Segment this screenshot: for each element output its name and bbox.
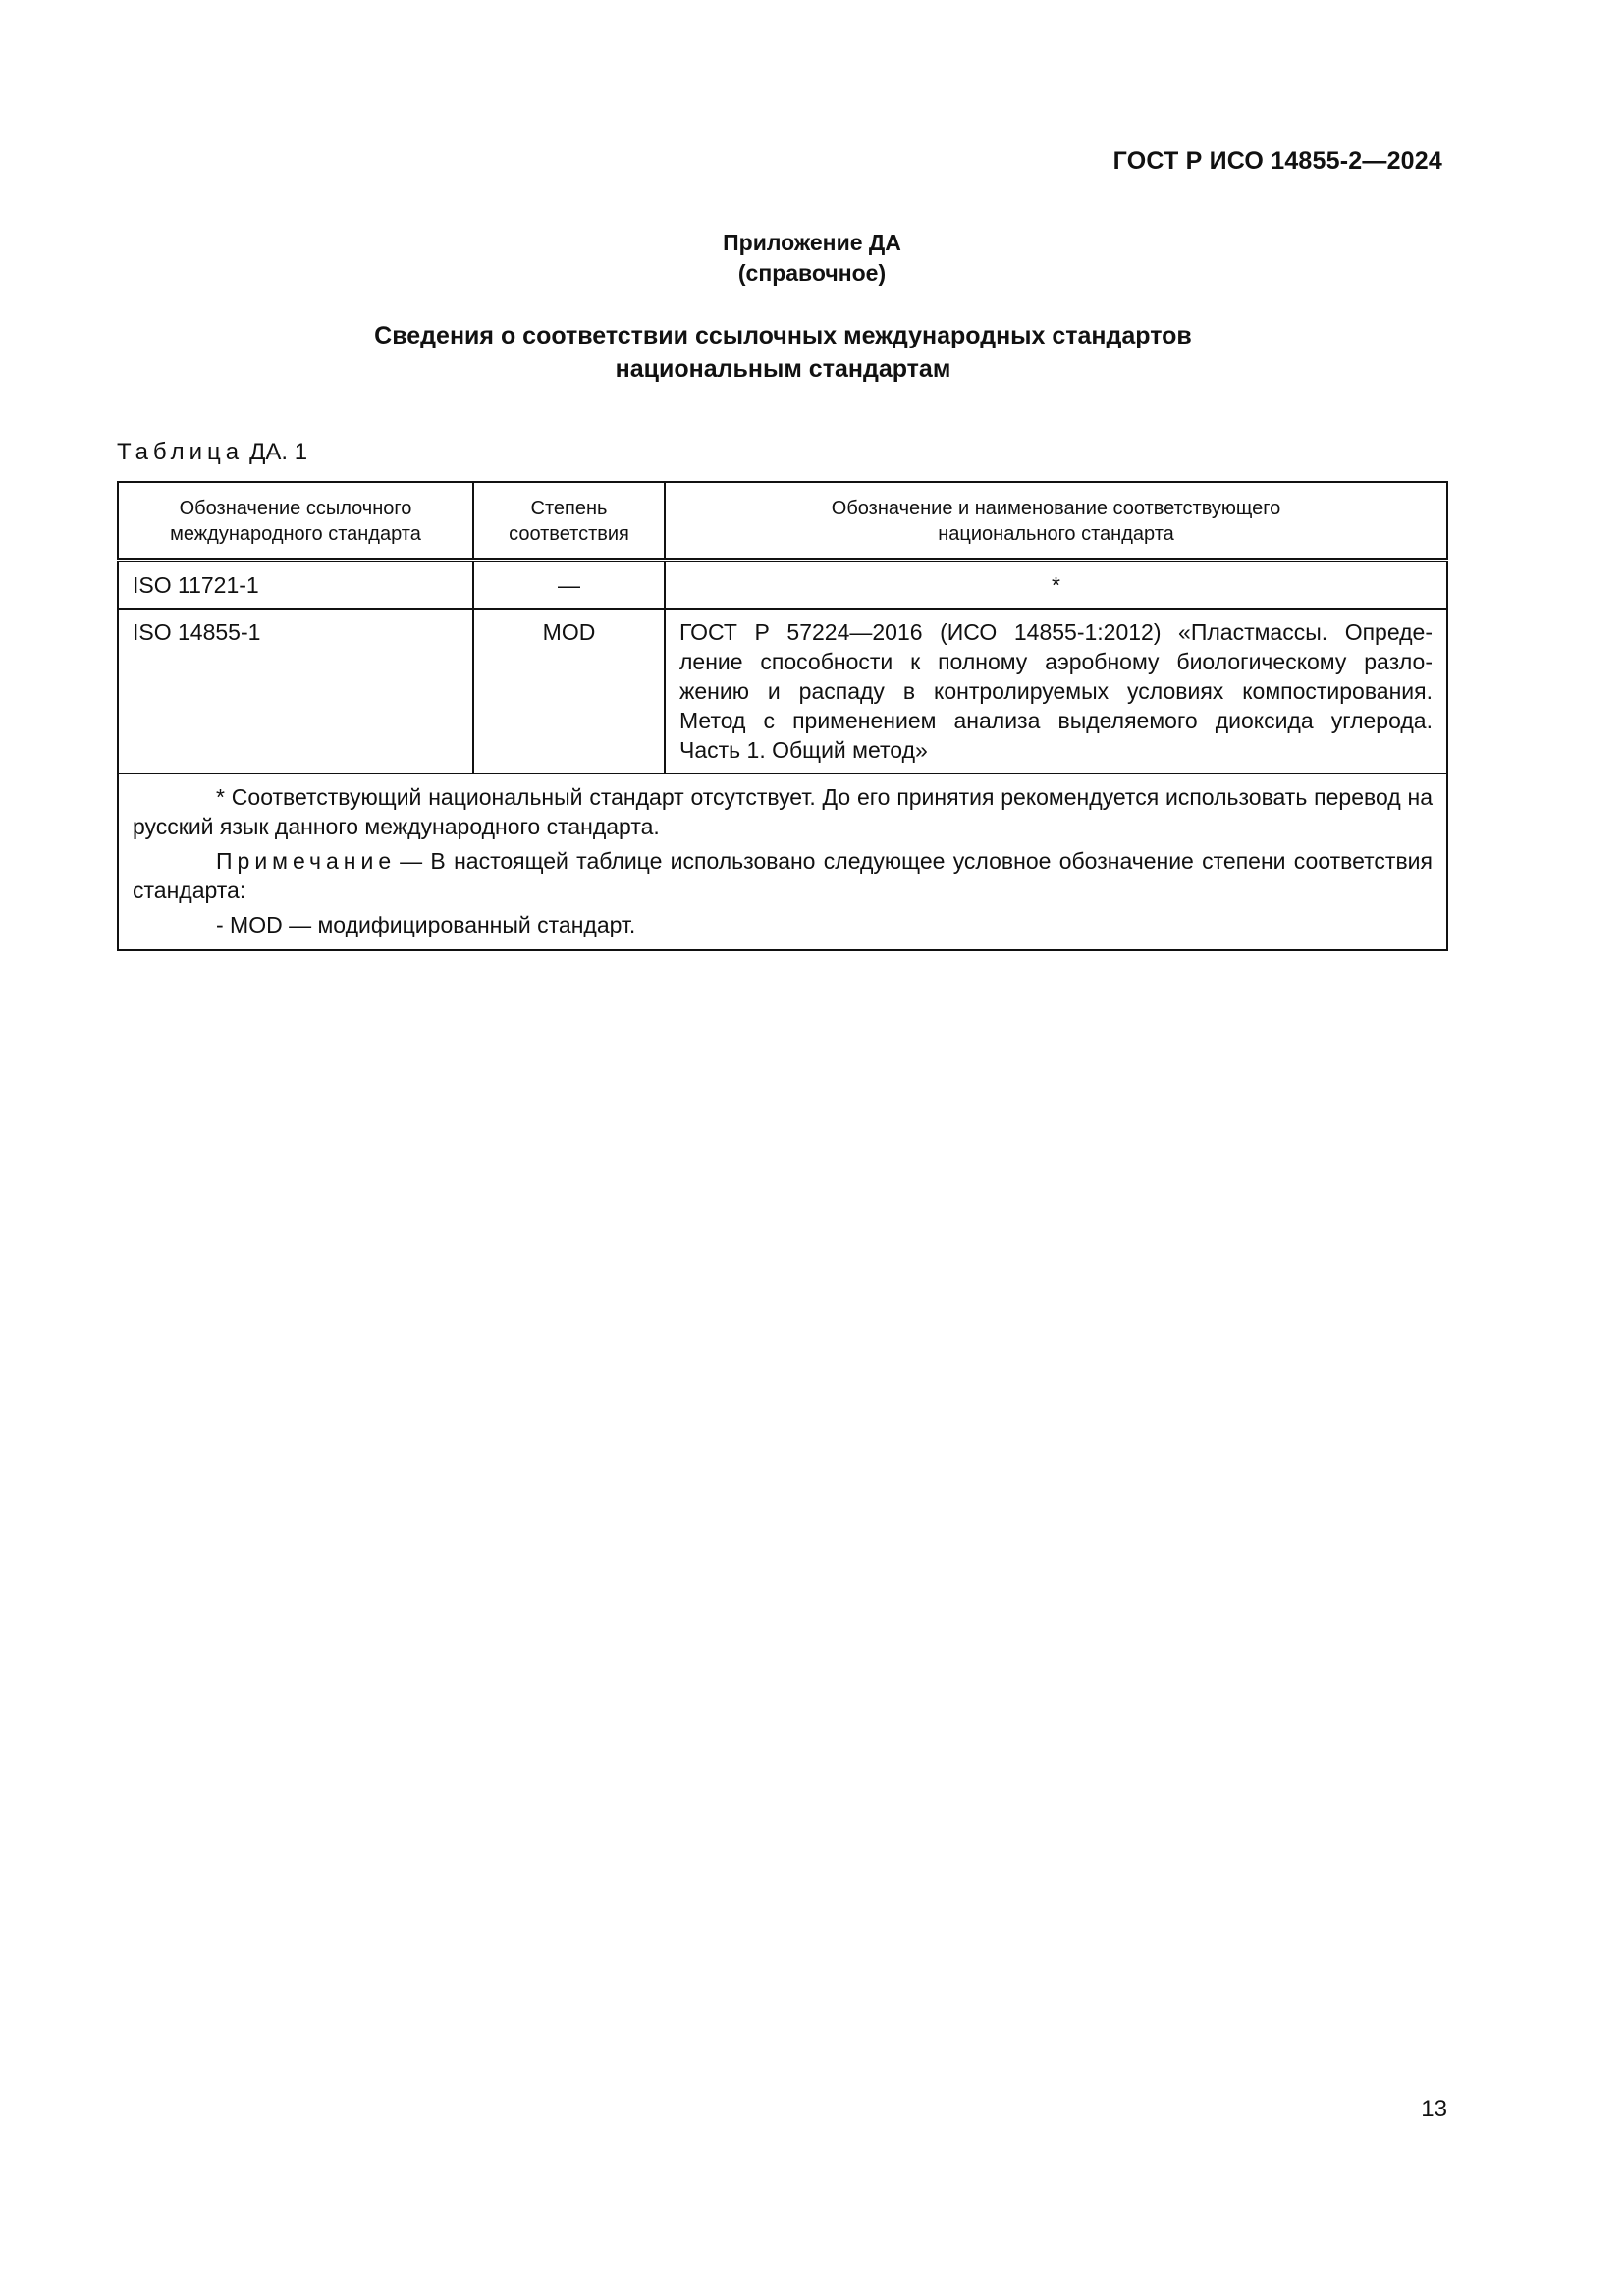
appendix-heading [0,228,1624,289]
table-header-row [118,482,1447,561]
national-line: ление способности к полному аэробному биологическому разло- [679,649,1433,674]
appendix-title: Приложение ДА [723,230,901,255]
page-number: 13 [1421,2096,1447,2122]
header-col2-line2: соответствия [509,523,629,545]
note-list-item: - MOD — модифицированный стандарт. [216,912,636,937]
cell-standard: ISO 11721-1 [118,561,473,610]
note-label: Примечание [216,848,397,874]
table-caption-word: Таблица [117,439,244,465]
table-footer-row [118,774,1447,950]
header-national-standard [665,482,1447,561]
header-col2-line1: Степень [530,498,608,519]
header-reference-standard [118,482,473,561]
cell-national: * [665,561,1447,610]
national-line: жению и распаду в контролируемых условиях компостирования. [679,678,1433,704]
cell-national [665,609,1447,774]
header-col1-line1: Обозначение ссылочного [179,498,412,519]
national-line: Часть 1. Общий метод» [679,737,928,763]
section-title-line-2: национальным стандартам [615,355,951,383]
section-title [0,319,1566,386]
national-line: Метод с применением анализа выделяемого диоксида углерода. [679,708,1433,733]
table-footer [118,774,1447,950]
table-row [118,561,1447,610]
cell-standard: ISO 14855-1 [118,609,473,774]
header-col3-line2: национального стандарта [938,523,1174,545]
national-line: ГОСТ Р 57224—2016 (ИСО 14855-1:2012) «Пластмассы. Опреде- [679,619,1433,645]
note-text: — В настоящей таблице использовано следующее условное обозначение степени соответствия стандарта: [133,848,1433,903]
table-row [118,609,1447,774]
cell-degree: MOD [473,609,665,774]
note [133,846,1433,905]
header-col3-line1: Обозначение и наименование соответствующего [831,498,1281,519]
header-col1-line2: международного стандарта [170,523,421,545]
table-caption-number: ДА. 1 [249,439,308,465]
header-degree [473,482,665,561]
section-title-line-1: Сведения о соответствии ссылочных международных стандартов [374,322,1192,349]
correspondence-table [117,481,1448,951]
document-code: ГОСТ Р ИСО 14855-2—2024 [1112,147,1442,175]
table-caption [117,439,307,466]
footnote: * Соответствующий национальный стандарт отсутствует. До его принятия рекомендуется использовать перевод на русский язык данного международного стандарта. [133,784,1433,839]
appendix-subtitle: (справочное) [737,260,887,286]
cell-degree: — [473,561,665,610]
